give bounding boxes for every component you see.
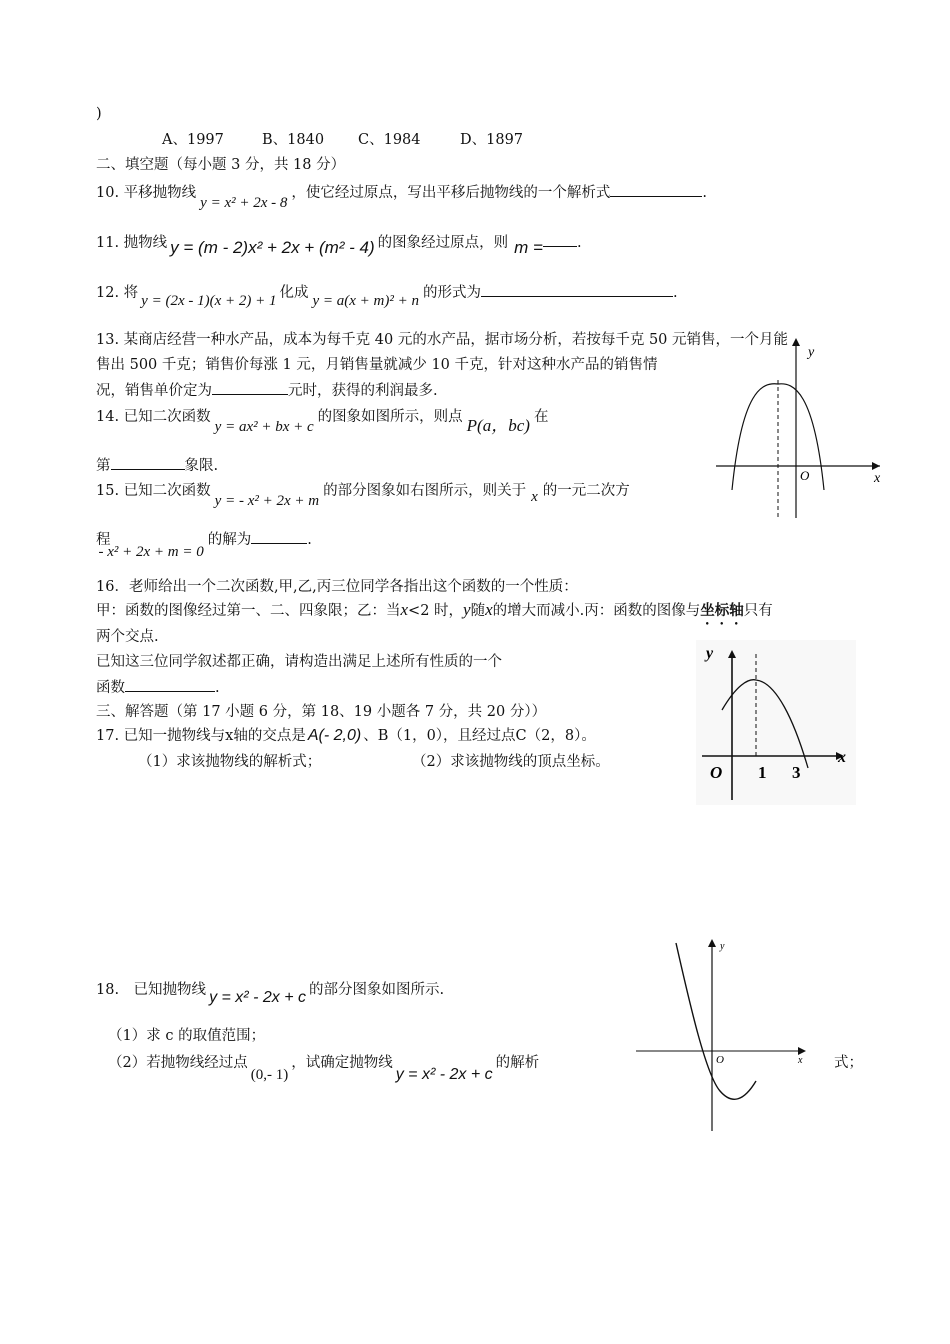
q18-text-3: （2）若抛物线经过点 — [108, 1055, 248, 1071]
question-13-line-2: 售出 500 千克；销售价每涨 1 元，月销售量就减少 10 千克，针对这种水产品的销售情 — [96, 357, 658, 373]
q12-formula-2: y = a(x + m)² + n — [312, 293, 420, 309]
q11-m: m = — [514, 238, 543, 257]
q18-text-5: 的解析 — [495, 1055, 540, 1071]
question-18 — [96, 980, 445, 1006]
option-b: B、1840 — [262, 132, 325, 148]
q14-formula: y = ax² + bx + c — [214, 419, 314, 435]
q15-var-x: x — [531, 489, 538, 505]
q16-var-y: y — [463, 600, 471, 619]
q16-text-4: 的增大而减小.丙：函数的图像与 — [492, 603, 701, 619]
q16-answer-blank[interactable] — [125, 677, 215, 692]
q13-answer-blank[interactable] — [212, 380, 288, 395]
question-11 — [96, 232, 582, 257]
q14-text-5: 象限. — [184, 458, 219, 474]
q17-text-2: 、B（1，0），且经过点C（2，8）。 — [363, 728, 596, 744]
fig2-tick-1: 1 — [758, 763, 767, 782]
section-3-heading: 三、解答题（第 17 小题 6 分，第 18、19 小题各 7 分，共 20 分）） — [96, 704, 547, 720]
q16-text-6: 函数 — [96, 680, 125, 696]
fig1-x-label: x — [874, 471, 881, 486]
q16-text-5: 只有 — [743, 603, 773, 619]
figure-q18-parabola — [632, 935, 817, 1135]
q15-text: 15. 已知二次函数 — [96, 483, 211, 499]
q17-text: 17. 已知一抛物线与x轴的交点是 — [96, 728, 306, 744]
fig1-origin-label: O — [800, 468, 810, 483]
q14-point: P(a，bc) — [466, 416, 530, 435]
question-14-line-2 — [96, 455, 218, 476]
fig3-x-label: x — [798, 1055, 803, 1066]
q15-answer-blank[interactable] — [251, 529, 307, 544]
q13-text: 况，销售单价定为 — [96, 383, 212, 399]
q12-answer-blank[interactable] — [481, 282, 673, 297]
q14-text: 14. 已知二次函数 — [96, 409, 211, 425]
q12-formula: y = (2x - 1)(x + 2) + 1 — [141, 293, 277, 309]
q12-text: 12. 将 — [96, 285, 139, 301]
q11-end: . — [576, 235, 582, 251]
q18-text-2: 的部分图象如图所示. — [308, 982, 445, 998]
fig3-origin-label: O — [716, 1054, 724, 1066]
q18-formula-2: y = x² - 2x + c — [395, 1066, 493, 1083]
q14-answer-blank[interactable] — [111, 455, 185, 470]
question-16-line-3: 两个交点. — [96, 629, 159, 645]
question-16-line-1: 16．老师给出一个二次函数,甲,乙,丙三位同学各指出这个函数的一个性质： — [96, 579, 578, 595]
q12-text-3: 的形式为 — [423, 285, 482, 301]
q15-text-3: 的一元二次方 — [542, 483, 630, 499]
fig2-x-label: x — [838, 749, 846, 766]
q18-text: 18. 已知抛物线 — [96, 982, 207, 998]
question-13-line-1: 13. 某商店经营一种水产品，成本为每千克 40 元的水产品，据市场分析，若按每千克 50 元销售，一个月能 — [96, 332, 789, 348]
fig3-y-label: y — [720, 941, 725, 952]
q16-text-2: <2 时， — [408, 603, 464, 619]
q16-text: 甲：函数的图像经过第一、二、四象限；乙：当 — [96, 603, 401, 619]
question-15 — [96, 481, 630, 509]
fig1-y-label: y — [808, 345, 815, 360]
option-d: D、1897 — [460, 132, 524, 148]
option-a: A、1997 — [162, 132, 224, 148]
figure-q15-parabola — [696, 640, 856, 805]
q13-text-2: 元时，获得的利润最多. — [288, 383, 438, 399]
question-12 — [96, 282, 678, 309]
q18-text-6: 式； — [834, 1055, 863, 1071]
q11-text: 11. 抛物线 — [96, 235, 168, 251]
question-16-line-2 — [96, 600, 773, 628]
q18-sub-2 — [108, 1053, 540, 1083]
figure-q14-parabola — [712, 330, 887, 525]
q11-formula: y = (m - 2)x² + 2x + (m² - 4) — [170, 238, 375, 257]
q16-end: . — [215, 680, 220, 696]
q18-point: (0,- 1) — [250, 1067, 289, 1083]
q10-end: . — [702, 185, 707, 201]
q17-point-a: A(- 2,0) — [307, 727, 362, 744]
fig3-y-arrow — [708, 939, 716, 947]
fig1-x-arrow — [872, 462, 880, 470]
q12-text-2: 化成 — [279, 285, 309, 301]
question-16-line-5 — [96, 677, 220, 698]
question-10 — [96, 182, 707, 211]
q17-sub-2: （2）求该抛物线的顶点坐标。 — [412, 754, 610, 770]
q10-text-2: ，使它经过原点，写出平移后抛物线的一个解析式 — [291, 185, 611, 201]
q10-text: 10. 平移抛物线 — [96, 185, 197, 201]
q16-text-3: 随 — [470, 603, 486, 619]
q18-text-4: ，试确定抛物线 — [291, 1055, 393, 1071]
q15-text-2: 的部分图象如右图所示，则关于 — [323, 483, 527, 499]
fig1-y-arrow — [792, 338, 800, 346]
q14-text-2: 的图象如图所示，则点 — [317, 409, 463, 425]
question-13-line-3 — [96, 380, 438, 401]
q15-formula: y = - x² + 2x + m — [214, 493, 320, 509]
fig3-parabola — [676, 943, 756, 1099]
fig3-x-arrow — [798, 1047, 806, 1055]
option-c: C、1984 — [358, 132, 421, 148]
fig2-y-label: y — [706, 645, 714, 662]
q11-answer-blank[interactable] — [543, 236, 577, 247]
q10-formula: y = x² + 2x - 8 — [200, 195, 288, 211]
question-16-line-4: 已知这三位同学叙述都正确，请构造出满足上述所有性质的一个 — [96, 654, 502, 670]
q15-equation: - x² + 2x + m = 0 — [98, 544, 204, 560]
q18-sub-1: （1）求 c 的取值范围； — [108, 1028, 266, 1044]
dangling-paren: ) — [96, 106, 102, 122]
q10-answer-blank[interactable] — [610, 182, 702, 197]
q15-text-5: 的解为 — [207, 532, 252, 548]
question-15-line-2 — [96, 529, 312, 560]
fig2-origin-label: O — [710, 763, 723, 782]
fig2-tick-3: 3 — [792, 763, 801, 782]
q14-text-3: 在 — [533, 409, 549, 425]
q14-text-4: 第 — [96, 458, 111, 474]
q16-var-x: x — [400, 600, 409, 619]
q11-text-2: 的图象经过原点，则 — [377, 235, 509, 251]
section-2-heading: 二、填空题（每小题 3 分，共 18 分） — [96, 157, 346, 173]
q16-emphasis: 坐标轴 — [700, 602, 744, 619]
q15-end: . — [307, 532, 312, 548]
q17-sub-1: （1）求该抛物线的解析式； — [138, 754, 322, 770]
q16-var-x-2: x — [485, 600, 493, 619]
question-14 — [96, 406, 549, 435]
q12-end: . — [673, 285, 678, 301]
q15-text-4: 程 — [96, 532, 111, 548]
question-17 — [96, 726, 596, 746]
q18-formula: y = x² - 2x + c — [209, 989, 306, 1006]
